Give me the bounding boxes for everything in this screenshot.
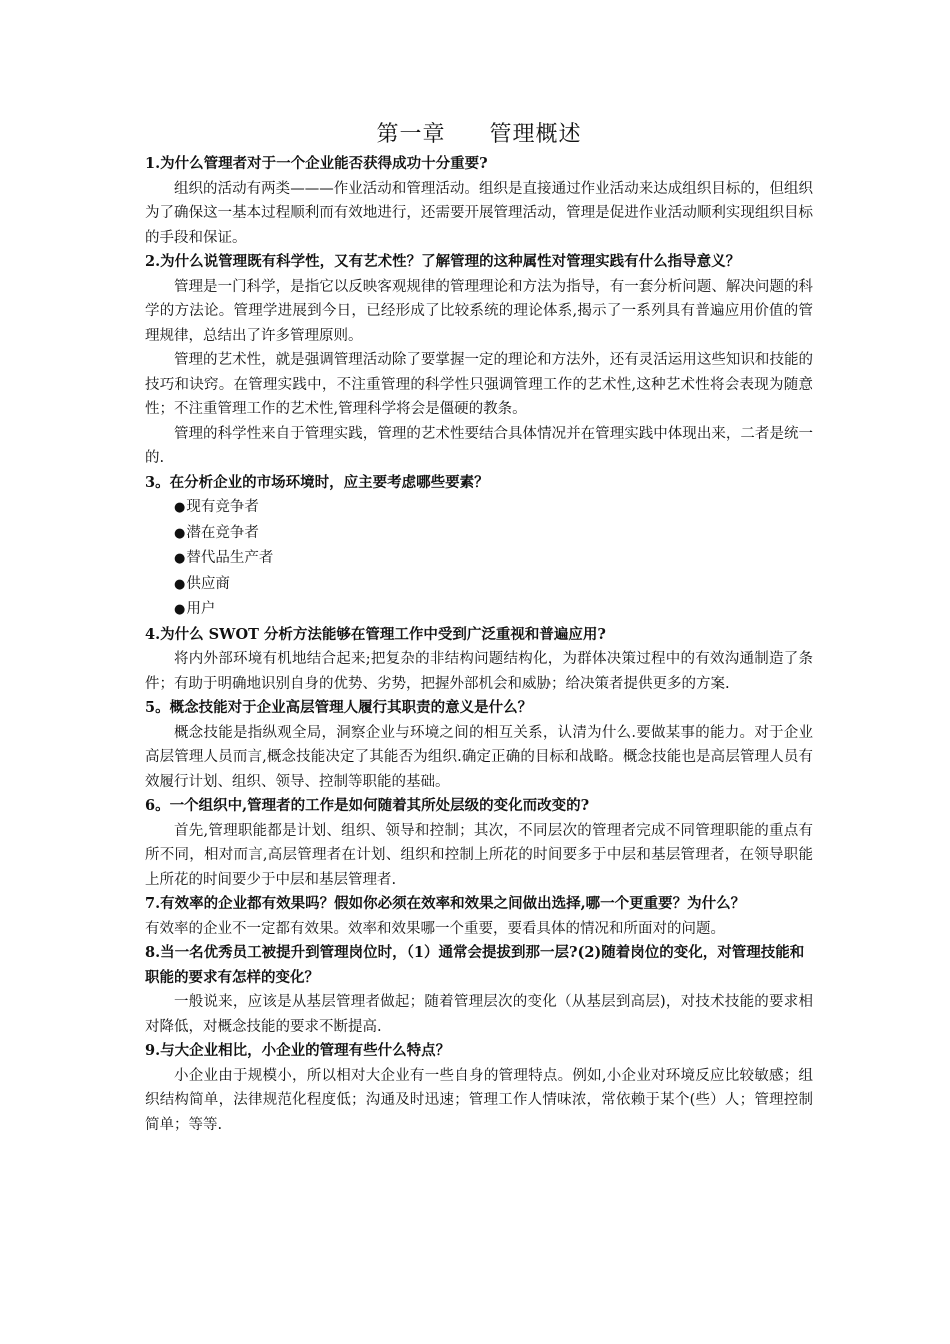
bullet-icon: ● xyxy=(174,500,186,515)
question-4: 4.为什么 SWOT 分析方法能够在管理工作中受到广泛重视和普遍应用? xyxy=(145,625,606,643)
question-2: 2.为什么说管理既有科学性，又有艺术性？了解管理的这种属性对管理实践有什么指导意义？ xyxy=(145,253,741,270)
answer-9: 小企业由于规模小，所以相对大企业有一些自身的管理特点。例如,小企业对环境反应比较敏感；组织结构简单，法律规范化程度低；沟通及时迅速；管理工作人情味浓，常依赖于某个(些）人；管理控制简单；等等. xyxy=(145,1067,813,1133)
answer-8: 一般说来，应该是从基层管理者做起；随着管理层次的变化（从基层到高层)，对技术技能的要求相对降低，对概念技能的要求不断提高. xyxy=(145,994,813,1035)
answer-2-paragraph-2: 管理的艺术性，就是强调管理活动除了要掌握一定的理论和方法外，还有灵活运用这些知识和技能的技巧和诀窍。在管理实践中，不注重管理的科学性只强调管理工作的艺术性,这种艺术性将会表现为随意性；不注重管理工作的艺术性,管理科学将会是僵硬的教条。 xyxy=(145,352,813,417)
list-item: ●用户 xyxy=(174,601,216,617)
answer-6: 首先,管理职能都是计划、组织、领导和控制；其次，不同层次的管理者完成不同管理职能的重点有所不同，相对而言,高层管理者在计划、组织和控制上所花的时间要多于中层和基层管理者，在领导职能上所花的时间要少于中层和基层管理者. xyxy=(145,822,813,888)
bullet-icon: ● xyxy=(174,602,186,617)
answer-2-paragraph-1: 管理是一门科学，是指它以反映客观规律的管理理论和方法为指导，有一套分析问题、解决问题的科学的方法论。管理学进展到今日，已经形成了比较系统的理论体系,揭示了一系列具有普遍应用价值的管理规律，总结出了许多管理原则。 xyxy=(145,278,813,344)
chapter-number: 第一章 xyxy=(376,122,446,147)
document-page xyxy=(145,118,813,1137)
answer-1: 组织的活动有两类———作业活动和管理活动。组织是直接通过作业活动来达成组织目标的，但组织为了确保这一基本过程顺利而有效地进行，还需要开展管理活动，管理是促进作业活动顺利实现组织目标的手段和保证。 xyxy=(145,180,813,246)
question-3: 3。在分析企业的市场环境时，应主要考虑哪些要素？ xyxy=(145,473,489,491)
question-6: 6。一个组织中,管理者的工作是如何随着其所处层级的变化而改变的? xyxy=(145,797,590,814)
question-8: 8.当一名优秀员工被提升到管理岗位时，（1）通常会提拔到那一层?(2)随着岗位的变化，对管理技能和职能的要求有怎样的变化？ xyxy=(145,944,805,986)
bullet-icon: ● xyxy=(174,525,186,541)
question-7: 7.有效率的企业都有效果吗？假如你必须在效率和效果之间做出选择,哪一个更重要？为什么？ xyxy=(145,895,746,912)
list-item: ●现有竞争者 xyxy=(174,499,259,515)
list-item: ●潜在竞争者 xyxy=(174,524,259,541)
bullet-icon: ● xyxy=(174,576,186,592)
answer-4: 将内外部环境有机地结合起来;把复杂的非结构问题结构化，为群体决策过程中的有效沟通制造了条件；有助于明确地识别自身的优势、劣势，把握外部机会和威胁；给决策者提供更多的方案. xyxy=(145,651,813,692)
question-9: 9.与大企业相比，小企业的管理有些什么特点？ xyxy=(145,1042,451,1059)
question-1: 1.为什么管理者对于一个企业能否获得成功十分重要? xyxy=(145,155,488,172)
chapter-title xyxy=(145,118,813,152)
answer-2-paragraph-3: 管理的科学性来自于管理实践，管理的艺术性要结合具体情况并在管理实践中体现出来，二者是统一的. xyxy=(145,425,813,466)
bullet-icon: ● xyxy=(174,551,186,566)
answer-5: 概念技能是指纵观全局，洞察企业与环境之间的相互关系，认清为什么.要做某事的能力。对于企业高层管理人员而言,概念技能决定了其能否为组织.确定正确的目标和战略。概念技能也是高层管理人员有效履行计划、组织、领导、控制等职能的基础。 xyxy=(145,724,813,790)
list-item: ●替代品生产者 xyxy=(174,550,274,566)
answer-7: 有效率的企业不一定都有效果。效率和效果哪一个重要，要看具体的情况和所面对的问题。 xyxy=(145,920,725,937)
question-5: 5。概念技能对于企业高层管理人履行其职责的意义是什么？ xyxy=(145,699,533,716)
list-item: ●供应商 xyxy=(174,575,230,592)
chapter-name: 管理概述 xyxy=(489,122,582,147)
